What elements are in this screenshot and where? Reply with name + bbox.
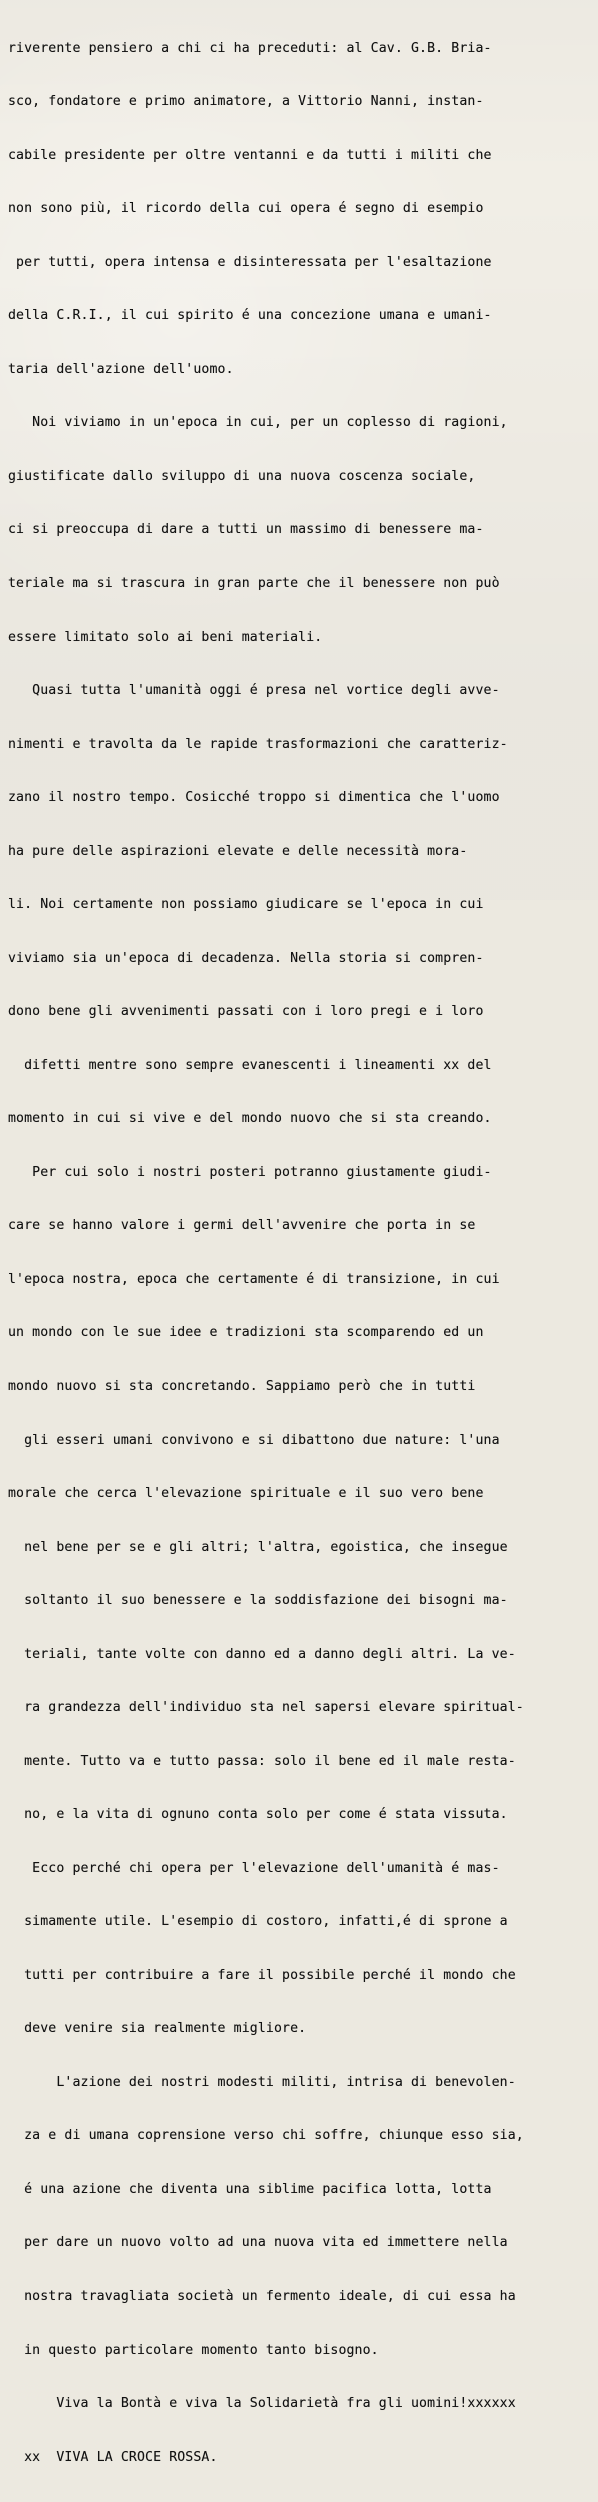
- text-line: un mondo con le sue idee e tradizioni sta scomparendo ed un: [8, 1325, 484, 1341]
- text-line: ci si preoccupa di dare a tutti un massimo di benessere ma-: [8, 522, 484, 538]
- text-line: nimenti e travolta da le rapide trasformazioni che caratteriz-: [8, 736, 508, 752]
- text-line: cabile presidente per oltre ventanni e da tutti i militi che: [8, 147, 492, 163]
- text-line: ra grandezza dell'individuo sta nel sapersi elevare spiritual-: [8, 1700, 524, 1716]
- text-line: Quasi tutta l'umanità oggi é presa nel vortice degli avve-: [8, 683, 500, 699]
- text-line: care se hanno valore i germi dell'avvenire che porta in se: [8, 1218, 476, 1234]
- text-line: per tutti, opera intensa e disinteressata per l'esaltazione: [8, 254, 492, 270]
- text-line: Noi viviamo in un'epoca in cui, per un coplesso di ragioni,: [8, 415, 508, 431]
- text-line: li. Noi certamente non possiamo giudicare se l'epoca in cui: [8, 897, 484, 913]
- text-line: nostra travagliata società un fermento ideale, di cui essa ha: [8, 2289, 516, 2304]
- text-line: giustificate dallo sviluppo di una nuova coscenza sociale,: [8, 468, 476, 484]
- text-line: difetti mentre sono sempre evanescenti i lineamenti xx del: [8, 1057, 492, 1073]
- text-line: Per cui solo i nostri posteri potranno giustamente giudi-: [8, 1164, 492, 1180]
- text-line: viviamo sia un'epoca di decadenza. Nella storia si compren-: [8, 950, 484, 966]
- text-line: gli esseri umani convivono e si dibattono due nature: l'una: [8, 1432, 500, 1448]
- text-line: Ecco perché chi opera per l'elevazione dell'umanità é mas-: [8, 1860, 500, 1876]
- text-line: za e di umana coprensione verso chi soffre, chiunque esso sia,: [8, 2128, 524, 2144]
- text-line: simamente utile. L'esempio di costoro, infatti,é di sprone a: [8, 1914, 508, 1930]
- text-line: zano il nostro tempo. Cosicché troppo si dimentica che l'uomo: [8, 790, 500, 806]
- typewritten-text-block: [8, 4, 590, 2502]
- text-line: deve venire sia realmente migliore.: [8, 2021, 307, 2037]
- text-line: dono bene gli avvenimenti passati con i loro pregi e i loro: [8, 1004, 484, 1020]
- text-line: riverente pensiero a chi ci ha preceduti: al Cav. G.B. Bria-: [8, 40, 492, 56]
- text-line: per dare un nuovo volto ad una nuova vita ed immettere nella: [8, 2235, 508, 2251]
- text-line: teriali, tante volte con danno ed a danno degli altri. La ve-: [8, 1646, 516, 1662]
- text-line: é una azione che diventa una siblime pacifica lotta, lotta: [8, 2181, 492, 2197]
- text-line: mondo nuovo si sta concretando. Sappiamo però che in tutti: [8, 1378, 476, 1394]
- text-line: teriale ma si trascura in gran parte che il benessere non può: [8, 576, 500, 591]
- text-line: xx VIVA LA CROCE ROSSA.: [8, 2449, 218, 2465]
- text-line: essere limitato solo ai beni materiali.: [8, 629, 323, 645]
- text-line: sco, fondatore e primo animatore, a Vittorio Nanni, instan-: [8, 94, 484, 110]
- text-line: no, e la vita di ognuno conta solo per come é stata vissuta.: [8, 1807, 508, 1823]
- text-line: taria dell'azione dell'uomo.: [8, 361, 234, 377]
- text-line: nel bene per se e gli altri; l'altra, egoistica, che insegue: [8, 1539, 508, 1555]
- text-line: ha pure delle aspirazioni elevate e delle necessità mora-: [8, 843, 468, 859]
- text-line: L'azione dei nostri modesti militi, intrisa di benevolen-: [8, 2074, 516, 2090]
- text-line: tutti per contribuire a fare il possibile perché il mondo che: [8, 1967, 516, 1983]
- text-line: Viva la Bontà e viva la Solidarietà fra gli uomini!xxxxxx: [8, 2396, 516, 2412]
- text-line: non sono più, il ricordo della cui opera é segno di esempio: [8, 201, 484, 217]
- text-line: in questo particolare momento tanto bisogno.: [8, 2342, 379, 2358]
- text-line: morale che cerca l'elevazione spirituale e il suo vero bene: [8, 1486, 484, 1502]
- text-line: della C.R.I., il cui spirito é una concezione umana e umani-: [8, 308, 492, 324]
- text-line: momento in cui si vive e del mondo nuovo che si sta creando.: [8, 1111, 492, 1127]
- text-line: l'epoca nostra, epoca che certamente é di transizione, in cui: [8, 1271, 500, 1287]
- text-line: mente. Tutto va e tutto passa: solo il bene ed il male resta-: [8, 1753, 516, 1769]
- text-line: soltanto il suo benessere e la soddisfazione dei bisogni ma-: [8, 1593, 508, 1609]
